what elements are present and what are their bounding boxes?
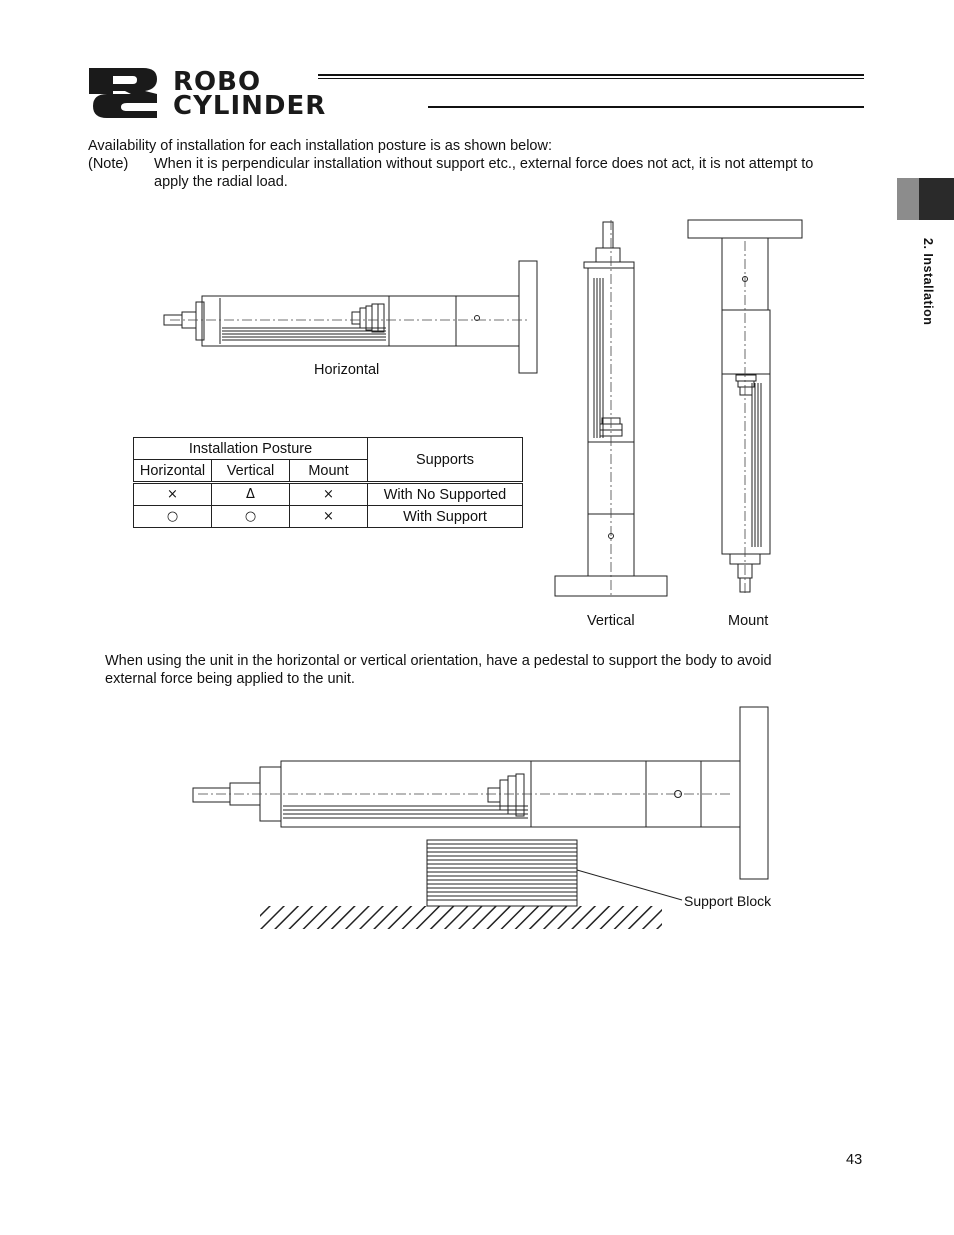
note-text-line1: When it is perpendicular installation without support etc., external force does not act, it is not attempt to <box>154 156 814 172</box>
note-label: (Note) <box>88 156 129 172</box>
table-cell-mount: × <box>290 483 368 506</box>
intro-text: Availability of installation for each installation posture is as shown below: <box>88 138 552 154</box>
table-header-supports: Supports <box>368 438 523 483</box>
table-cell-supports: With Support <box>368 506 523 528</box>
header-rule-top-2 <box>318 78 864 79</box>
support-block-label: Support Block <box>684 893 772 909</box>
side-tab-marker-dark <box>919 178 954 220</box>
logo-word-robo: ROBO <box>173 67 262 97</box>
mount-actuator-drawing <box>686 217 806 599</box>
table-header-mount: Mount <box>290 460 368 483</box>
table-cell-horizontal: ○ <box>134 506 212 528</box>
table-cell-supports: With No Supported <box>368 483 523 506</box>
logo-word-cylinder: CYLINDER <box>173 91 327 121</box>
table-row <box>134 483 523 506</box>
table-header-vertical: Vertical <box>212 460 290 483</box>
side-tab-marker-light <box>897 178 919 220</box>
body-text-line1: When using the unit in the horizontal or vertical orientation, have a pedestal to support the body to avoid <box>105 653 772 669</box>
side-tab-label: 2. Installation <box>921 238 935 326</box>
horizontal-actuator-drawing <box>160 258 540 376</box>
table-cell-vertical: Δ <box>212 483 290 506</box>
table-cell-mount: × <box>290 506 368 528</box>
header-rule-bottom <box>428 106 864 108</box>
header-rule-top-1 <box>318 74 864 76</box>
body-text-line2: external force being applied to the unit. <box>105 671 355 687</box>
note-text-line2: apply the radial load. <box>154 174 288 190</box>
installation-posture-table <box>133 437 523 528</box>
mount-label: Mount <box>728 613 769 629</box>
vertical-actuator-drawing <box>552 218 672 600</box>
horizontal-label: Horizontal <box>314 362 380 378</box>
vertical-label: Vertical <box>587 613 635 629</box>
page-number: 43 <box>846 1152 863 1168</box>
table-cell-horizontal: × <box>134 483 212 506</box>
table-header-horizontal: Horizontal <box>134 460 212 483</box>
table-header-installation-posture: Installation Posture <box>134 438 368 460</box>
rc-logo-icon <box>87 67 169 119</box>
table-cell-vertical: ○ <box>212 506 290 528</box>
table-row <box>134 506 523 528</box>
